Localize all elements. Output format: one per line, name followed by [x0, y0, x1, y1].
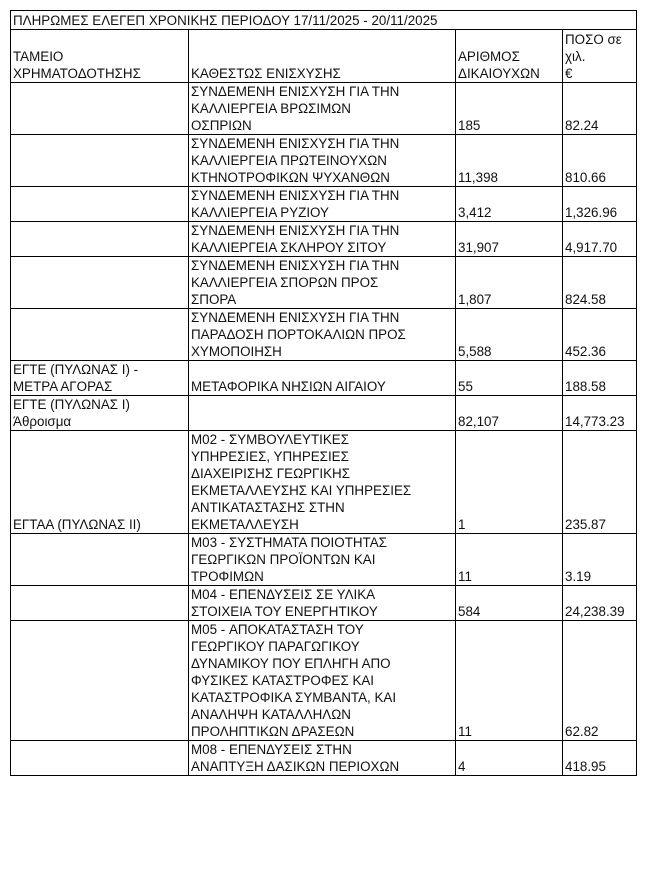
cell-fund — [11, 621, 189, 741]
cell-beneficiaries: 11 — [456, 621, 563, 741]
table-row — [11, 361, 637, 396]
cell-beneficiaries: 55 — [456, 361, 563, 396]
cell-beneficiaries: 11,398 — [456, 135, 563, 187]
table-row — [11, 431, 637, 534]
cell-fund — [11, 257, 189, 309]
cell-beneficiaries: 11 — [456, 534, 563, 586]
cell-beneficiaries: 31,907 — [456, 222, 563, 257]
payments-sheet — [10, 10, 636, 776]
cell-regime: ΣΥΝΔΕΜΕΝΗ ΕΝΙΣΧΥΣΗ ΓΙΑ ΤΗΝ ΚΑΛΛΙΕΡΓΕΙΑ ΣΠΟΡΩΝ ΠΡΟΣ ΣΠΟΡΑ — [189, 257, 456, 309]
cell-beneficiaries: 185 — [456, 83, 563, 135]
cell-fund: ΕΓΤΕ (ΠΥΛΩΝΑΣ Ι) - ΜΕΤΡΑ ΑΓΟΡΑΣ — [11, 361, 189, 396]
cell-regime: M02 - ΣΥΜΒΟΥΛΕΥΤΙΚΕΣ ΥΠΗΡΕΣΙΕΣ, ΥΠΗΡΕΣΙΕΣ ΔΙΑΧΕΙΡΙΣΗΣ ΓΕΩΡΓΙΚΗΣ ΕΚΜΕΤΑΛΛΕΥΣΗΣ ΚΑΙ ΥΠΗΡΕΣΙΕΣ ΑΝΤΙΚΑΤΑΣΤΑΣΗΣ ΣΤΗΝ ΕΚΜΕΤΑΛΛΕΥΣΗ — [189, 431, 456, 534]
cell-regime: ΜΕΤΑΦΟΡΙΚΑ ΝΗΣΙΩΝ ΑΙΓΑΙΟΥ — [189, 361, 456, 396]
cell-amount: 810.66 — [563, 135, 637, 187]
cell-regime — [189, 396, 456, 431]
cell-beneficiaries: 584 — [456, 586, 563, 621]
payments-table — [10, 10, 637, 776]
cell-beneficiaries: 1 — [456, 431, 563, 534]
cell-amount: 14,773.23 — [563, 396, 637, 431]
table-row — [11, 534, 637, 586]
cell-amount: 4,917.70 — [563, 222, 637, 257]
table-row — [11, 257, 637, 309]
cell-regime: ΣΥΝΔΕΜΕΝΗ ΕΝΙΣΧΥΣΗ ΓΙΑ ΤΗΝ ΚΑΛΛΙΕΡΓΕΙΑ ΒΡΩΣΙΜΩΝ ΟΣΠΡΙΩΝ — [189, 83, 456, 135]
cell-amount: 418.95 — [563, 741, 637, 776]
table-row — [11, 187, 637, 222]
cell-fund — [11, 586, 189, 621]
cell-regime: ΣΥΝΔΕΜΕΝΗ ΕΝΙΣΧΥΣΗ ΓΙΑ ΤΗΝ ΚΑΛΛΙΕΡΓΕΙΑ ΡΥΖΙΟΥ — [189, 187, 456, 222]
cell-fund — [11, 135, 189, 187]
cell-regime: M04 - ΕΠΕΝΔΥΣΕΙΣ ΣΕ ΥΛΙΚΑ ΣΤΟΙΧΕΙΑ ΤΟΥ ΕΝΕΡΓΗΤΙΚΟΥ — [189, 586, 456, 621]
cell-regime: M08 - ΕΠΕΝΔΥΣΕΙΣ ΣΤΗΝ ΑΝΑΠΤΥΞΗ ΔΑΣΙΚΩΝ ΠΕΡΙΟΧΩΝ — [189, 741, 456, 776]
header-amount: ΠΟΣΟ σε χιλ. € — [563, 30, 637, 83]
table-title: ΠΛΗΡΩΜΕΣ ΕΛΕΓΕΠ ΧΡΟΝΙΚΗΣ ΠΕΡΙΟΔΟΥ 17/11/2025 - 20/11/2025 — [11, 11, 637, 30]
cell-fund: ΕΓΤΕ (ΠΥΛΩΝΑΣ Ι) Άθροισμα — [11, 396, 189, 431]
header-row — [11, 30, 637, 83]
cell-beneficiaries: 1,807 — [456, 257, 563, 309]
cell-beneficiaries: 82,107 — [456, 396, 563, 431]
cell-fund — [11, 187, 189, 222]
header-fund: ΤΑΜΕΙΟ ΧΡΗΜΑΤΟΔΟΤΗΣΗΣ — [11, 30, 189, 83]
cell-fund — [11, 534, 189, 586]
cell-amount: 235.87 — [563, 431, 637, 534]
cell-amount: 82.24 — [563, 83, 637, 135]
cell-beneficiaries: 3,412 — [456, 187, 563, 222]
table-row — [11, 135, 637, 187]
header-beneficiaries: ΑΡΙΘΜΟΣ ΔΙΚΑΙΟΥΧΩΝ — [456, 30, 563, 83]
cell-beneficiaries: 5,588 — [456, 309, 563, 361]
cell-regime: ΣΥΝΔΕΜΕΝΗ ΕΝΙΣΧΥΣΗ ΓΙΑ ΤΗΝ ΠΑΡΑΔΟΣΗ ΠΟΡΤΟΚΑΛΙΩΝ ΠΡΟΣ ΧΥΜΟΠΟΙΗΣΗ — [189, 309, 456, 361]
title-row — [11, 11, 637, 30]
table-row — [11, 621, 637, 741]
cell-amount: 188.58 — [563, 361, 637, 396]
cell-beneficiaries: 4 — [456, 741, 563, 776]
table-row — [11, 309, 637, 361]
table-row — [11, 741, 637, 776]
cell-fund — [11, 741, 189, 776]
cell-amount: 824.58 — [563, 257, 637, 309]
cell-amount: 1,326.96 — [563, 187, 637, 222]
cell-regime: M03 - ΣΥΣΤΗΜΑΤΑ ΠΟΙΟΤΗΤΑΣ ΓΕΩΡΓΙΚΩΝ ΠΡΟΪΟΝΤΩΝ ΚΑΙ ΤΡΟΦΙΜΩΝ — [189, 534, 456, 586]
table-row — [11, 222, 637, 257]
cell-amount: 3.19 — [563, 534, 637, 586]
cell-fund — [11, 309, 189, 361]
cell-amount: 24,238.39 — [563, 586, 637, 621]
subtotal-row — [11, 396, 637, 431]
cell-amount: 62.82 — [563, 621, 637, 741]
cell-regime: M05 - ΑΠΟΚΑΤΑΣΤΑΣΗ ΤΟΥ ΓΕΩΡΓΙΚΟΥ ΠΑΡΑΓΩΓΙΚΟΥ ΔΥΝΑΜΙΚΟΥ ΠΟΥ ΕΠΛΗΓΗ ΑΠΟ ΦΥΣΙΚΕΣ ΚΑΤΑΣΤΡΟΦΕΣ ΚΑΙ ΚΑΤΑΣΤΡΟΦΙΚΑ ΣΥΜΒΑΝΤΑ, ΚΑΙ ΑΝΑΛΗΨΗ ΚΑΤΑΛΛΗΛΩΝ ΠΡΟΛΗΠΤΙΚΩΝ ΔΡΑΣΕΩΝ — [189, 621, 456, 741]
cell-fund — [11, 83, 189, 135]
cell-regime: ΣΥΝΔΕΜΕΝΗ ΕΝΙΣΧΥΣΗ ΓΙΑ ΤΗΝ ΚΑΛΛΙΕΡΓΕΙΑ ΣΚΛΗΡΟΥ ΣΙΤΟΥ — [189, 222, 456, 257]
cell-regime: ΣΥΝΔΕΜΕΝΗ ΕΝΙΣΧΥΣΗ ΓΙΑ ΤΗΝ ΚΑΛΛΙΕΡΓΕΙΑ ΠΡΩΤΕΙΝΟΥΧΩΝ ΚΤΗΝΟΤΡΟΦΙΚΩΝ ΨΥΧΑΝΘΩΝ — [189, 135, 456, 187]
cell-amount: 452.36 — [563, 309, 637, 361]
cell-fund — [11, 222, 189, 257]
cell-fund: ΕΓΤΑΑ (ΠΥΛΩΝΑΣ ΙΙ) — [11, 431, 189, 534]
header-regime: ΚΑΘΕΣΤΩΣ ΕΝΙΣΧΥΣΗΣ — [189, 30, 456, 83]
table-row — [11, 586, 637, 621]
table-row — [11, 83, 637, 135]
